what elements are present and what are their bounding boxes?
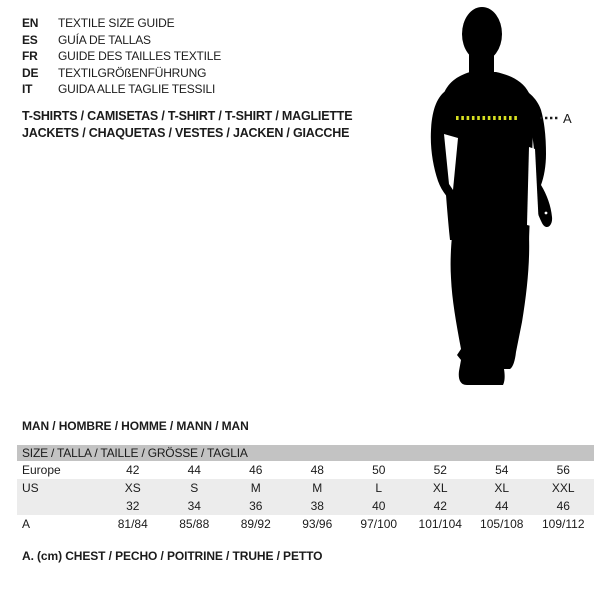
cell: L — [375, 481, 383, 495]
measure-label-a: A — [563, 111, 572, 126]
cell: 54 — [495, 463, 509, 477]
cell: 42 — [126, 463, 140, 477]
language-code: FR — [22, 49, 38, 63]
cell: 50 — [372, 463, 386, 477]
cell: 52 — [433, 463, 447, 477]
cell: 42 — [433, 499, 447, 513]
category-line-tshirts: T-SHIRTS / CAMISETAS / T-SHIRT / T-SHIRT / MAGLIETTE — [22, 109, 353, 123]
language-label: TEXTILGRÖßENFÜHRUNG — [58, 65, 207, 80]
measurement-figure — [415, 0, 600, 410]
cell: XL — [432, 481, 448, 495]
category-line-jackets: JACKETS / CHAQUETAS / VESTES / JACKEN / GIACCHE — [22, 126, 350, 140]
language-list — [22, 15, 221, 98]
row-label: US — [22, 481, 39, 495]
language-label: GUÍA DE TALLAS — [58, 32, 151, 47]
cell: XXL — [551, 481, 575, 495]
cell: 44 — [187, 463, 201, 477]
cell: 46 — [556, 499, 570, 513]
man-silhouette — [415, 0, 600, 410]
table-row-europe — [17, 461, 594, 479]
language-row — [22, 32, 221, 49]
silhouette-neck — [469, 46, 494, 76]
size-table — [17, 445, 594, 533]
cell: 36 — [249, 499, 263, 513]
cell: 46 — [249, 463, 263, 477]
cell: 101/104 — [418, 517, 462, 531]
cell: 48 — [310, 463, 324, 477]
cell: 32 — [126, 499, 140, 513]
cell: 109/112 — [542, 517, 585, 531]
size-table-header: SIZE / TALLA / TAILLE / GRÖSSE / TAGLIA — [17, 445, 594, 461]
cell: 38 — [310, 499, 324, 513]
language-label: TEXTILE SIZE GUIDE — [58, 16, 175, 30]
language-code: IT — [22, 82, 33, 96]
language-row — [22, 81, 221, 98]
cell: 44 — [495, 499, 509, 513]
cell: 34 — [187, 499, 201, 513]
row-label: Europe — [22, 463, 61, 477]
language-row — [22, 15, 221, 32]
cell: XS — [124, 481, 141, 495]
cell: 56 — [556, 463, 570, 477]
silhouette-legs — [451, 236, 530, 385]
language-row — [22, 48, 221, 65]
measurement-footnote: A. (cm) CHEST / PECHO / POITRINE / TRUHE / PETTO — [22, 549, 323, 563]
cell: 89/92 — [240, 517, 271, 531]
table-row-us — [17, 479, 594, 497]
category-titles — [22, 108, 352, 142]
row-label: A — [22, 517, 31, 531]
cell: 93/96 — [302, 517, 333, 531]
table-row-chest-a — [17, 515, 594, 533]
cell: 81/84 — [117, 517, 148, 531]
cell: M — [312, 481, 323, 495]
cell: S — [190, 481, 199, 495]
cell: M — [250, 481, 261, 495]
language-code: EN — [22, 16, 39, 30]
language-label: GUIDA ALLE TAGLIE TESSILI — [58, 82, 216, 96]
table-row-numeric — [17, 497, 594, 515]
cell: 40 — [372, 499, 386, 513]
language-label: GUIDE DES TAILLES TEXTILE — [58, 49, 222, 63]
language-code: DE — [22, 65, 39, 80]
cell: 97/100 — [360, 517, 398, 531]
language-code: ES — [22, 32, 38, 47]
row-label — [17, 497, 102, 515]
cell: XL — [494, 481, 510, 495]
right-hand-detail — [545, 212, 548, 215]
cell: 105/108 — [480, 517, 524, 531]
cell: 85/88 — [179, 517, 210, 531]
language-row — [22, 65, 221, 82]
section-title-man: MAN / HOMBRE / HOMME / MANN / MAN — [22, 419, 249, 433]
